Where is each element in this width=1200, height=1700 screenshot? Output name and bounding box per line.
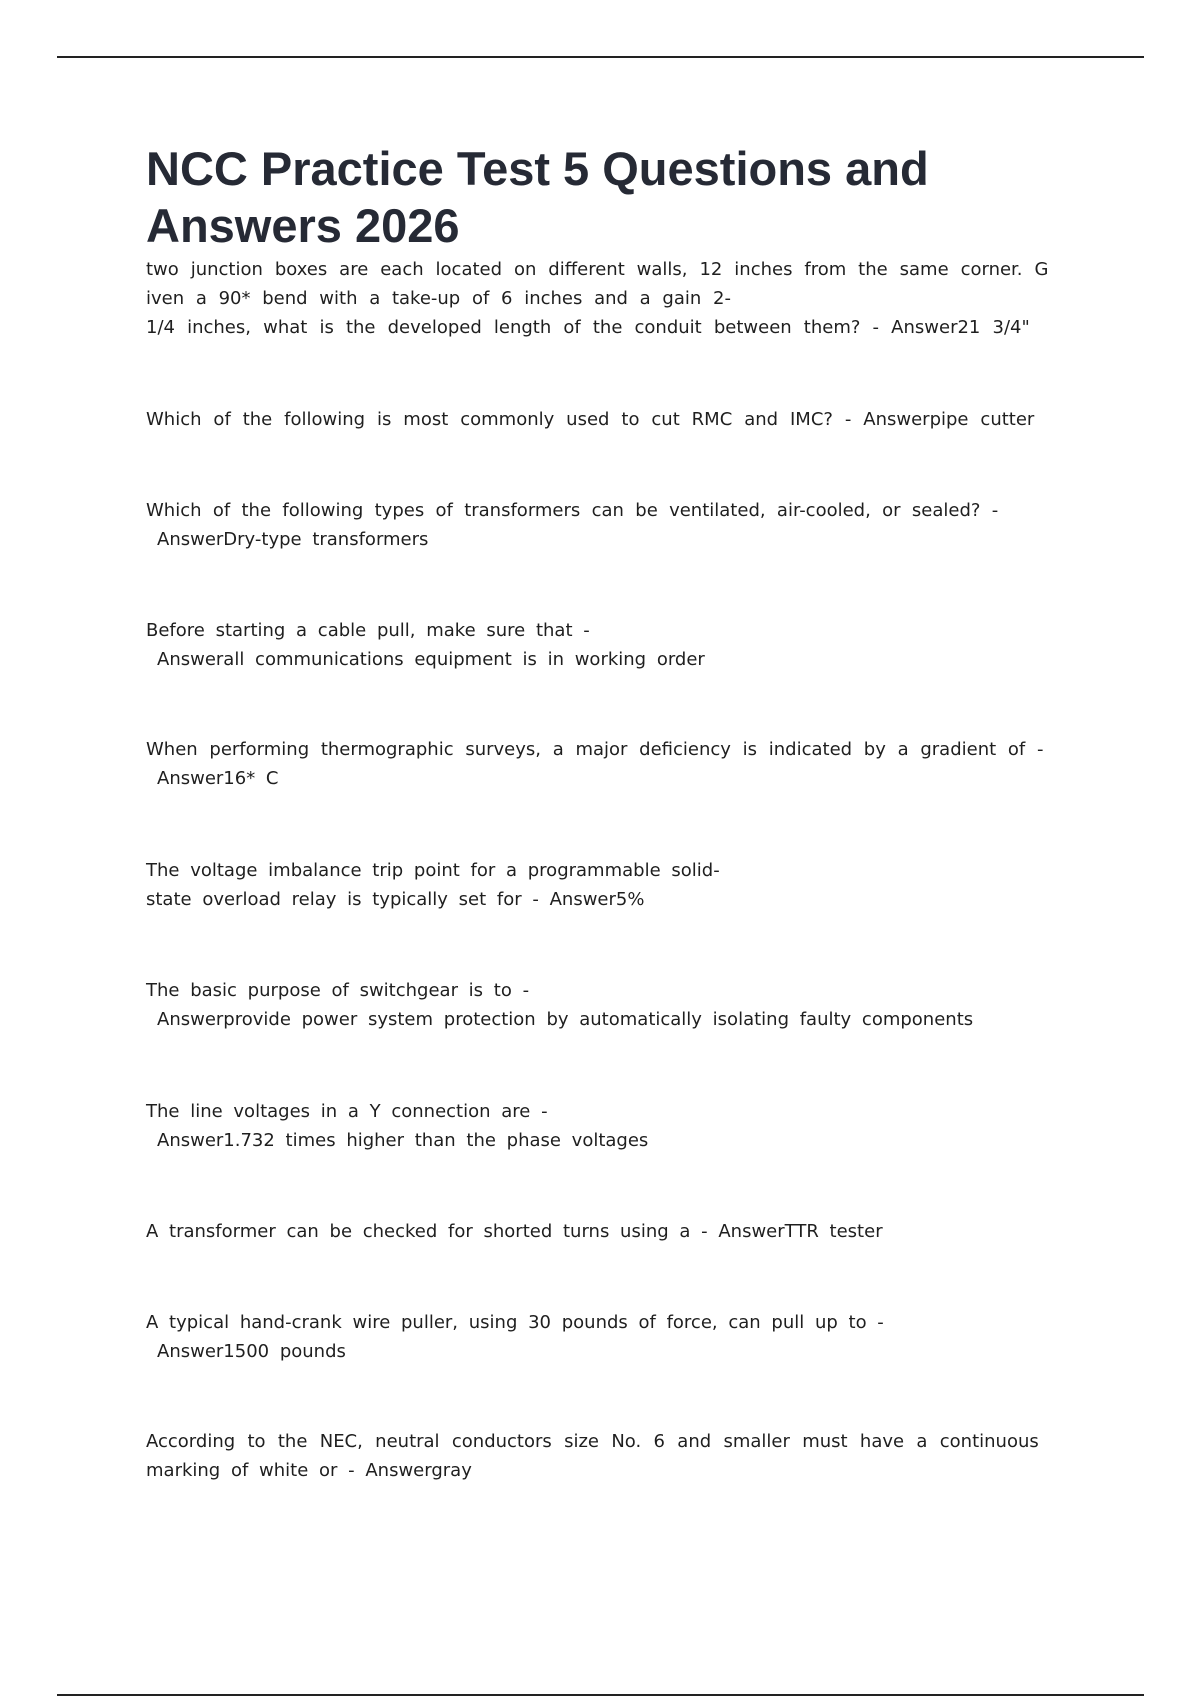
header-rule: [57, 56, 1144, 58]
qa-line: When performing thermographic surveys, a major deficiency is indicated by a gradient of -: [146, 739, 1044, 760]
qa-line: The line voltages in a Y connection are -: [146, 1101, 548, 1122]
qa-line: two junction boxes are each located on different walls, 12 inches from the same corner. G: [146, 259, 1049, 280]
qa-item-11: [146, 1427, 1056, 1485]
qa-item-6: [146, 856, 1056, 914]
qa-item-5: [146, 735, 1056, 793]
title-line-2: Answers 2026: [146, 199, 460, 252]
qa-line: Answerall communications equipment is in working order: [157, 649, 705, 670]
qa-line: marking of white or - Answergray: [146, 1460, 472, 1481]
qa-line: Which of the following is most commonly used to cut RMC and IMC? - Answerpipe cutter: [146, 409, 1035, 430]
title-line-1: NCC Practice Test 5 Questions and: [146, 142, 929, 195]
qa-line: Answer1.732 times higher than the phase voltages: [157, 1130, 649, 1151]
qa-line: Answerprovide power system protection by automatically isolating faulty components: [157, 1009, 974, 1030]
qa-line: A transformer can be checked for shorted turns using a - AnswerTTR tester: [146, 1221, 883, 1242]
qa-line: Before starting a cable pull, make sure that -: [146, 620, 590, 641]
qa-line: iven a 90* bend with a take-up of 6 inches and a gain 2-: [146, 288, 731, 309]
qa-line: state overload relay is typically set for - Answer5%: [146, 889, 645, 910]
qa-item-1: [146, 255, 1056, 342]
qa-item-4: [146, 616, 1056, 674]
document-title: [146, 140, 1066, 254]
qa-line: Answer16* C: [157, 768, 279, 789]
qa-line: The basic purpose of switchgear is to -: [146, 980, 530, 1001]
footer-rule: [57, 1694, 1144, 1696]
qa-item-3: [146, 496, 1056, 554]
qa-item-7: [146, 976, 1056, 1034]
qa-line: AnswerDry-type transformers: [157, 529, 429, 550]
qa-item-2: [146, 405, 1056, 434]
qa-item-10: [146, 1308, 1056, 1366]
qa-line: Answer1500 pounds: [157, 1341, 346, 1362]
qa-item-8: [146, 1097, 1056, 1155]
qa-line: Which of the following types of transformers can be ventilated, air-cooled, or sealed? -: [146, 500, 999, 521]
qa-line: A typical hand-crank wire puller, using 30 pounds of force, can pull up to -: [146, 1312, 884, 1333]
qa-line: 1/4 inches, what is the developed length of the conduit between them? - Answer21 3/4": [146, 317, 1030, 338]
qa-line: The voltage imbalance trip point for a programmable solid-: [146, 860, 720, 881]
qa-line: According to the NEC, neutral conductors size No. 6 and smaller must have a continuous: [146, 1431, 1039, 1452]
qa-item-9: [146, 1217, 1056, 1246]
